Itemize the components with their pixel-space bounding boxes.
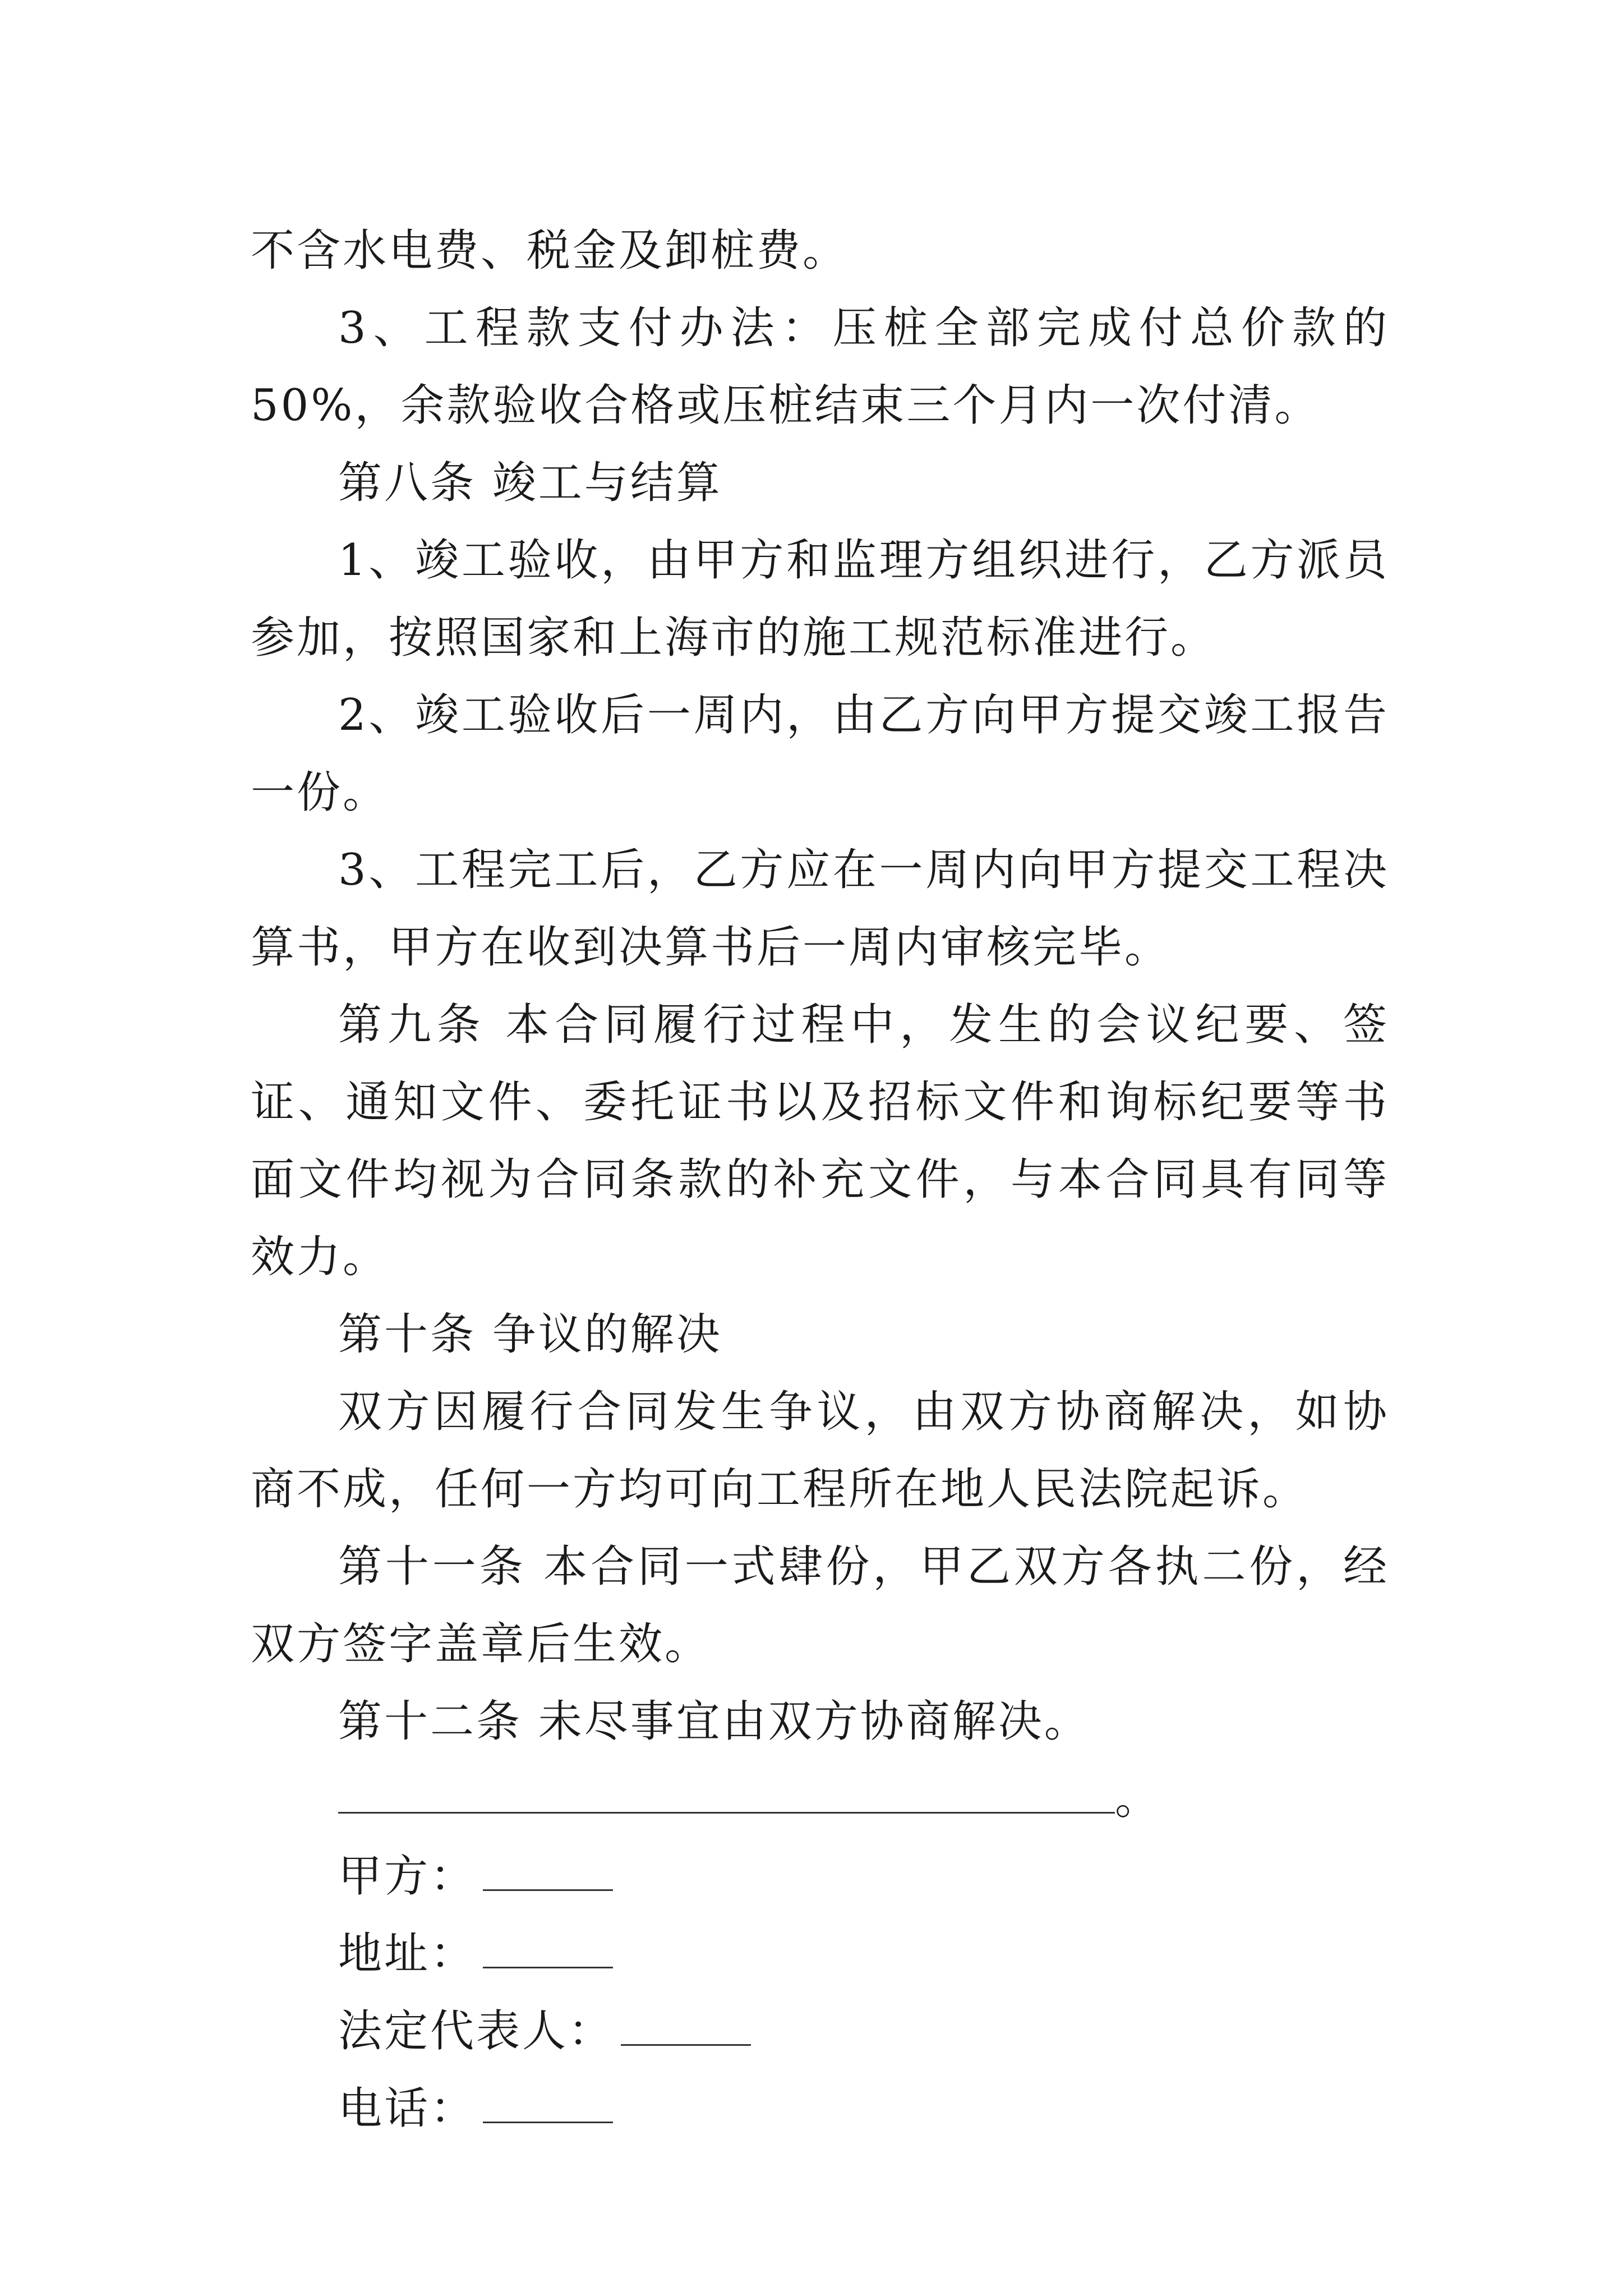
legal-rep-blank[interactable] <box>621 2005 751 2046</box>
signature-phone <box>251 2070 1389 2147</box>
paragraph-final-account: 3、工程完工后，乙方应在一周内向甲方提交工程决算书，甲方在收到决算书后一周内审核完毕。 <box>251 845 1389 973</box>
blank-line-row <box>251 1760 1389 1838</box>
paragraph-article-12: 第十二条 未尽事宜由双方协商解决。 <box>338 1696 1090 1747</box>
heading-article-10: 第十条 争议的解决 <box>338 1309 722 1360</box>
blank-fill-line[interactable] <box>338 1773 1115 1814</box>
paragraph-article-9: 第九条 本合同履行过程中，发生的会议纪要、签证、通知文件、委托证书以及招标文件和询标纪要等书面文件均视为合同条款的补充文件，与本合同具有同等效力。 <box>251 1000 1389 1282</box>
signature-party-a <box>251 1838 1389 1915</box>
heading-article-8: 第八条 竣工与结算 <box>338 458 722 508</box>
phone-blank[interactable] <box>483 2082 613 2123</box>
phone-label: 电话： <box>338 2083 477 2134</box>
party-a-blank[interactable] <box>483 1850 613 1891</box>
blank-line-period: 。 <box>1115 1774 1161 1824</box>
paragraph-payment-method: 3、工程款支付办法：压桩全部完成付总价款的50%，余款验收合格或压桩结束三个月内一次付清。 <box>251 303 1389 431</box>
legal-rep-label: 法定代表人： <box>338 2006 615 2056</box>
contract-body <box>251 212 1389 2147</box>
signature-legal-rep <box>251 1993 1389 2070</box>
paragraph-dispute-resolution: 双方因履行合同发生争议，由双方协商解决，如协商不成，任何一方均可向工程所在地人民法院起诉。 <box>251 1387 1389 1515</box>
paragraph-fees-continued: 不含水电费、税金及卸桩费。 <box>251 226 849 276</box>
paragraph-completion-report: 2、竣工验收后一周内，由乙方向甲方提交竣工报告一份。 <box>251 690 1389 818</box>
paragraph-article-11: 第十一条 本合同一式肆份，甲乙双方各执二份，经双方签字盖章后生效。 <box>251 1542 1389 1669</box>
signature-address <box>251 1915 1389 1993</box>
address-blank[interactable] <box>483 1927 613 1968</box>
address-label: 地址： <box>338 1929 477 1979</box>
paragraph-completion-acceptance: 1、竣工验收，由甲方和监理方组织进行，乙方派员参加，按照国家和上海市的施工规范标准进行。 <box>251 535 1389 663</box>
party-a-label: 甲方： <box>338 1851 477 1902</box>
